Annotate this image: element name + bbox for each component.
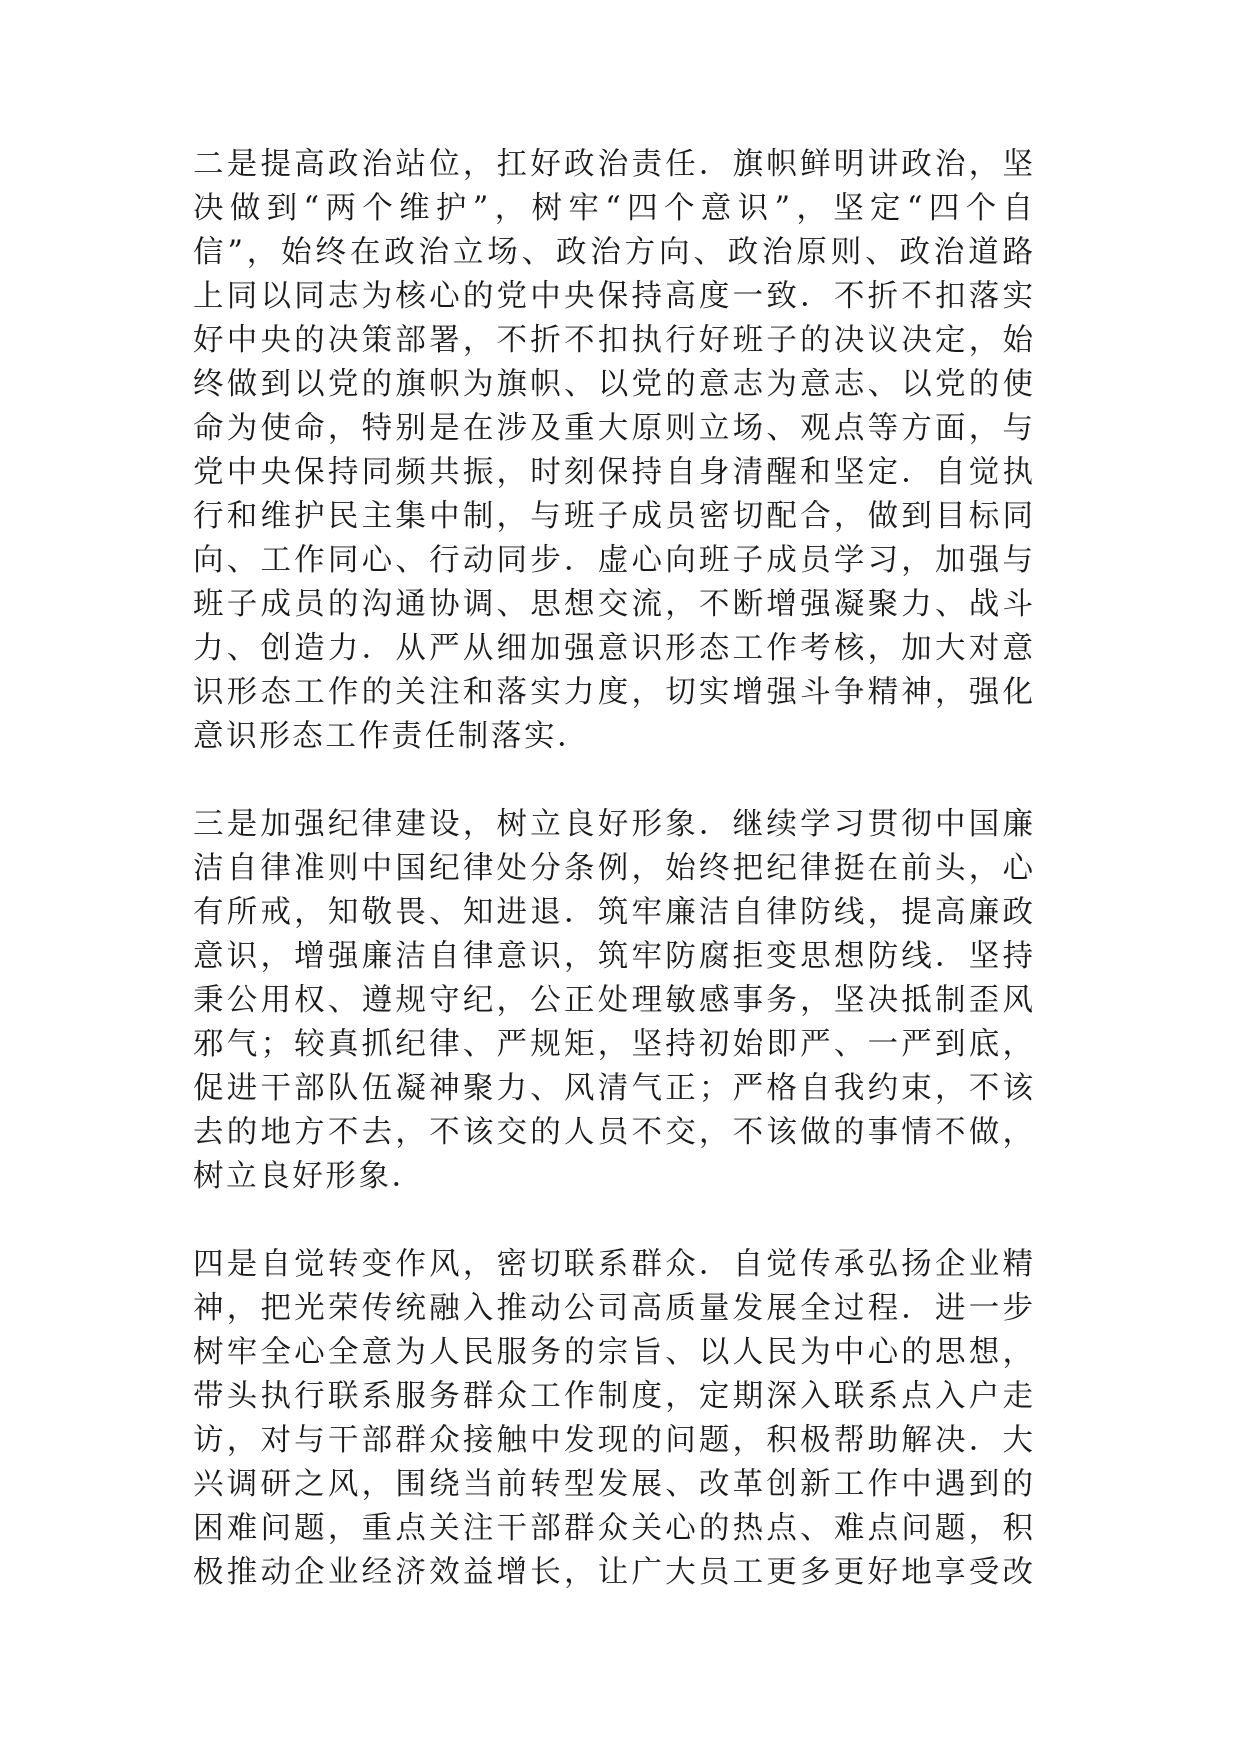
text-line: 信”，始终在政治立场、政治方向、政治原则、政治道路: [193, 235, 1033, 270]
text-line-last: 树立良好形象．: [193, 1159, 425, 1194]
document-body: [193, 143, 1033, 1595]
text-line: 向、工作同心、行动同步．虚心向班子成员学习，加强与: [193, 543, 1033, 578]
text-line: 行和维护民主集中制，与班子成员密切配合，做到目标同: [193, 499, 1033, 534]
text-line: 促进干部队伍凝神聚力、风清气正；严格自我约束，不该: [193, 1071, 1033, 1106]
text-line: 洁自律准则中国纪律处分条例，始终把纪律挺在前头，心: [193, 851, 1033, 886]
text-line: 带头执行联系服务群众工作制度，定期深入联系点入户走: [193, 1379, 1033, 1414]
text-line: 命为使命，特别是在涉及重大原则立场、观点等方面，与: [193, 411, 1033, 446]
text-line: 上同以同志为核心的党中央保持高度一致．不折不扣落实: [193, 279, 1033, 314]
paragraph-gap: [193, 1199, 1033, 1243]
text-line: 识形态工作的关注和落实力度，切实增强斗争精神，强化: [193, 675, 1033, 710]
text-line: 党中央保持同频共振，时刻保持自身清醒和坚定．自觉执: [193, 455, 1033, 490]
text-line: 力、创造力．从严从细加强意识形态工作考核，加大对意: [193, 631, 1033, 666]
text-line: 秉公用权、遵规守纪，公正处理敏感事务，坚决抵制歪风: [193, 983, 1033, 1018]
text-line: 班子成员的沟通协调、思想交流，不断增强凝聚力、战斗: [193, 587, 1033, 622]
text-line: 神，把光荣传统融入推动公司高质量发展全过程．进一步: [193, 1291, 1033, 1326]
text-line: 兴调研之风，围绕当前转型发展、改革创新工作中遇到的: [193, 1467, 1033, 1502]
text-line: 终做到以党的旗帜为旗帜、以党的意志为意志、以党的使: [193, 367, 1033, 402]
text-line: 去的地方不去，不该交的人员不交，不该做的事情不做，: [193, 1115, 1033, 1150]
text-line-last: 意识形态工作责任制落实．: [193, 719, 591, 754]
text-line: 树牢全心全意为人民服务的宗旨、以人民为中心的思想，: [193, 1335, 1033, 1370]
text-line: 意识，增强廉洁自律意识，筑牢防腐拒变思想防线．坚持: [193, 939, 1033, 974]
paragraph-gap: [193, 759, 1033, 803]
text-line: 好中央的决策部署，不折不扣执行好班子的决议决定，始: [193, 323, 1033, 358]
paragraph-political-stance: [193, 143, 1033, 759]
text-line: 三是加强纪律建设，树立良好形象．继续学习贯彻中国廉: [193, 807, 1033, 842]
paragraph-work-style: [193, 1243, 1033, 1595]
paragraph-discipline: [193, 803, 1033, 1199]
text-line: 有所戒，知敬畏、知进退．筑牢廉洁自律防线，提高廉政: [193, 895, 1033, 930]
text-line: 邪气；较真抓纪律、严规矩，坚持初始即严、一严到底，: [193, 1027, 1033, 1062]
text-line: 二是提高政治站位，扛好政治责任．旗帜鲜明讲政治，坚: [193, 147, 1033, 182]
text-line: 困难问题，重点关注干部群众关心的热点、难点问题，积: [193, 1511, 1033, 1546]
text-line: 决做到“两个维护”，树牢“四个意识”，坚定“四个自: [193, 191, 1033, 226]
text-line: 访，对与干部群众接触中发现的问题，积极帮助解决．大: [193, 1423, 1033, 1458]
text-line: 极推动企业经济效益增长，让广大员工更多更好地享受改: [193, 1555, 1033, 1590]
text-line: 四是自觉转变作风，密切联系群众．自觉传承弘扬企业精: [193, 1247, 1033, 1282]
